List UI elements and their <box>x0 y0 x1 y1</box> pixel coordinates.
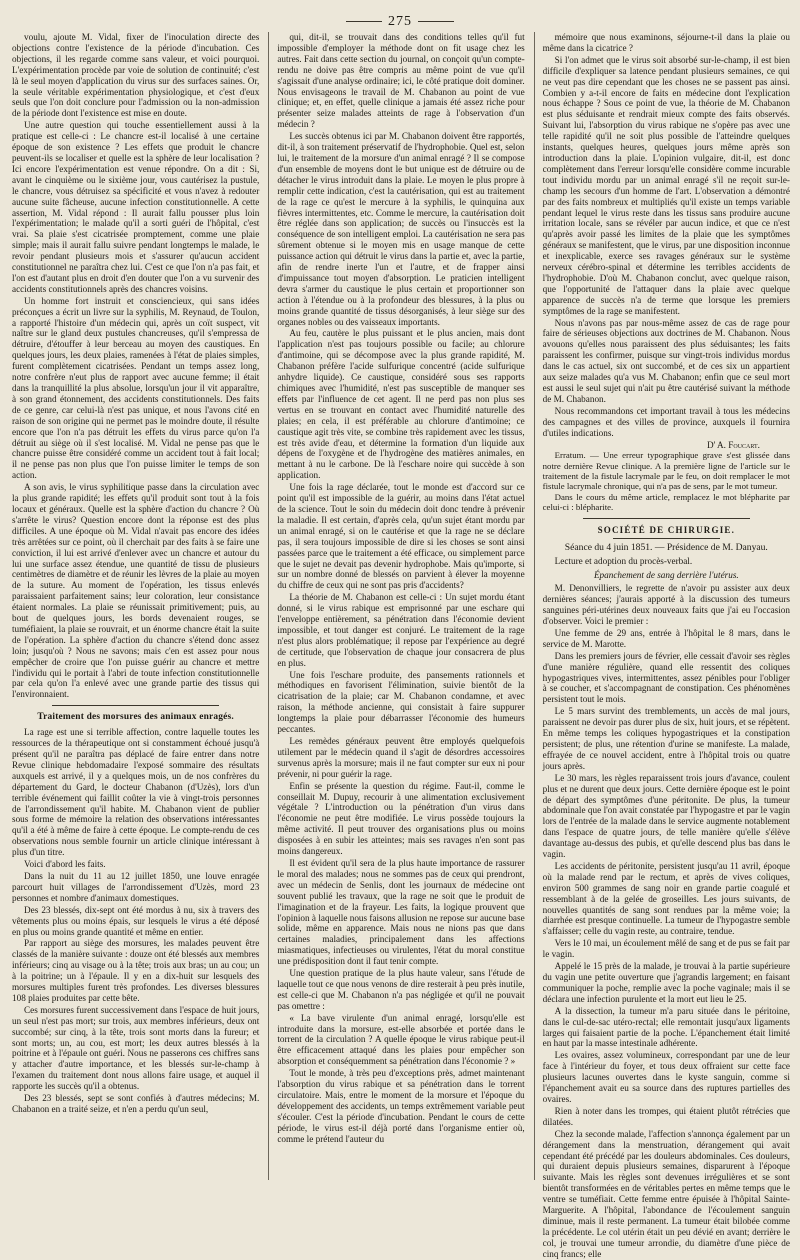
paragraph: Rien à noter dans les trompes, qui étaient plutôt rétrécies que dilatées. <box>542 1105 790 1127</box>
paragraph: Un homme fort instruit et consciencieux, qui sans idées préconçues a écrit un livre sur la syphilis, M. Reynaud, de Toulon, a rapporté l'histoire d'un médecin qui, après un coït suspect, vit naître sur le gland deux pustules chancreuses, qu'il s'empressa de détruire, d'étouffer à leur berceau au moyen des caustiques. En quelques jours, les deux plaies, ramenées à l'état de plaies simples, furent complètement cicatrisées. Pendant un temps assez long, notre confrère n'eut plus de rapport avec aucune femme; il était dans la tranquillité la plus absolue, lorsqu'un jour il vit apparaître, à son grand étonnement, des accidents constitutionnels. Des faits de ce genre, car celui-là n'est pas unique, et nous l'avons cité en raison de son origine qui ne permet pas le moindre doute, il résulte encore que l'on n'a pas détruit les effets du virus parce qu'on l'a détruit au siège où il s'est localisé. M. Vidal ne pense pas que le chancre puisse être considéré comme un accident tout à fait local; il ne pense pas non plus que l'on puisse limiter le temps de son action. <box>12 295 260 481</box>
paragraph: Voici d'abord les faits. <box>24 859 106 870</box>
paragraph: Le 30 mars, les règles reparaissent trois jours d'avance, coulent plus et ne durent que deux jours. Cette dernière époque est le point de départ des symptômes d'une péritonite. De plus, la tumeur abdominale que l'on avait constatée par l'hypogastre et par le vagin lors de l'entrée de la malade dans le service augmente notablement dans l'espace de quatre jours, de telle manière qu'elle s'élève davantage au-dessus des pubis, et qu'elle descend plus bas dans le vagin. <box>542 772 790 860</box>
paragraph: Les ovaires, assez volumineux, correspondant par une de leur face à l'intérieur du foyer, et tous deux offraient sur cette face plusieurs lacunes ouvertes dans le kyste sanguin, comme si l'épanchement avait eu sa source dans des ruptures partielles des ovaires. <box>542 1050 790 1104</box>
paragraph: « La bave virulente d'un animal enragé, lorsqu'elle est introduite dans la morsure, est-elle absorbée et portée dans le torrent de la circulation ? A quelle époque le virus rabique peut-il être efficacement attaqué dans les plaies pour empêcher son absorption et conséquemment sa pénétration dans l'économie ? » <box>277 1012 525 1067</box>
paragraph: Les succès obtenus ici par M. Chabanon doivent être rapportés, dit-il, à son traitement préservatif de l'hydrophobie. Quel est, selon lui, le traitement de la morsure d'un animal enragé ? Il se compose d'un ensemble de moyens dont le but unique est de détruire ou de détacher le virus introduit dans la plaie. Le moyen le plus propre à remplir cette indication, c'est la cautérisation, qui est au traitement de la rage ce qu'est le mercure à la syphilis, le quinquina aux fièvres intermittentes, etc. Comme le mercure, la cautérisation doit être réglée dans son application; de succès ou l'insuccès est la conséquence de son intelligent emploi. La cautérisation ne sera pas sûrement obtenue si le moyen mis en usage manque de cette puissance action qui détruit le virus dans la partie et, avec la partie, afin de rendre inerte l'un et l'autre, et de frapper ainsi d'impuissance tout moyen d'absorption. Le praticien intelligent devra s'armer du caustique le plus certain et proportionner son action à l'étendue ou à la profondeur des blessures, à la plus ou moins grande quantité de tissus désorganisés, à leur siège sur des organes nobles ou des vaisseaux importants. <box>277 131 525 327</box>
paragraph: Des 23 blessés, dix-sept ont été mordus à nu, six à travers des vêtements plus ou moins épais, sur lesquels le virus a été déposé en plus ou moins grande quantité et même en entier. <box>12 904 260 937</box>
paragraph: Des 23 blessés, sept se sont confiés à d'autres médecins; M. Chabanon en a traité seize, et n'en a perdu qu'un seul, <box>12 1093 260 1114</box>
column-right <box>534 32 790 1259</box>
paragraph: mémoire que nous examinons, séjourne-t-il dans la plaie ou même dans la cicatrice ? <box>542 32 790 53</box>
paragraph: Si l'on admet que le virus soit absorbé sur-le-champ, il est bien difficile d'expliquer sa latence pendant plusieurs semaines, ce qui ne veut pas dire cependant que les choses ne se passent pas ainsi. Combien y a-t-il encore de faits en médecine dont l'explication nous échappe ? Sous ce point de vue, la théorie de M. Chabanon est plus séduisante et rendrait mieux compte des faits observés. Suivant lui, l'absorption du virus rabique ne s'opère pas avec une telle rapidité qu'il ne soit plus possible de l'atteindre quelques instants, quelques heures, quelques jours même après son introduction dans la plaie. L'opinion vulgaire, dit-il, est donc complètement dans l'erreur lorsqu'elle considère comme incurable tout individu mordu par un animal enragé s'il ne reçoit sur-le-champ les secours d'un homme de l'art. L'observation a démontré par des faits nombreux et multipliés qu'il existe un temps variable pendant lequel le virus reste dans les tissus sans produire aucune irritation locale, sans se révéler par aucun indice, et que ce n'est qu'après avoir passé les limites de la plaie que les symptômes généraux se manifestent, que le virus, par une disposition inconnue et inexplicable, exerce ses ravages généraux sur le système nerveux cérébro-spinal et détermine les terribles accidents de l'hydrophobie. D'où M. Chabanon conclut, avec quelque raison, que l'opportunité de l'attaquer dans la plaie avec quelque apparence de succès n'a de terme que lorsque les premiers symptômes de la rage se manifestent. <box>542 54 790 316</box>
paragraph: Enfin se présente la question du régime. Faut-il, comme le conseillait M. Dupuy, recourir à une alimentation exclusivement végétale ? L'introduction ou la pénétration d'un virus dans l'économie ne peut être modifiée. Le virus possède toujours la même activité. Il peut trouver des organisations plus ou moins disposées à en subir les atteintes; mais ses ravages n'en sont pas moins dangereux. <box>277 780 525 857</box>
author-signature: D' A. Foucart. <box>706 439 760 450</box>
paragraph: La rage est une si terrible affection, contre laquelle toutes les ressources de la thérapeutique ont si constamment échoué jusqu'à présent qu'il ne paraîtra pas déplacé de faire entrer dans notre Revue clinique hebdomadaire l'exposé sommaire des résultats auxquels est arrivé, il y a quelques mois, un de nos confrères du département du Gard, le docteur Chabanon (d'Uzès), lors d'un terrible événement qui faillit coûter la vie à vingt-trois personnes de l'arrondissement qu'il habite. M. Chabanon vient de publier sous forme de mémoire la relation des observations intéressantes qu'il a été à même de faire à cette époque. Le compte-rendu de ces observations nous semble fournir un article clinique intéressant à plus d'un titre. <box>12 727 260 858</box>
paragraph: Tout le monde, à très peu d'exceptions près, admet maintenant l'absorption du virus rabique et sa pénétration dans le torrent circulatoire. Mais, entre le moment de la morsure et l'époque du développement des accidents, un temps extrêmement variable peut s'écouler. C'est la période d'incubation. Pendant le cours de cette période, le virus est-il déjà porté dans l'organisme entier où, comme le prétend l'auteur du <box>277 1068 525 1144</box>
erratum: Erratum. — Une erreur typographique grave s'est glissée dans notre dernière Revue clinique. A la première ligne de l'article sur le traitement de la fistule lacrymale par le feu, on doit remplacer le mot fistule lacrymale chronique, qui n'a pas de sens, par le mot tumeur. <box>542 450 790 492</box>
text-columns <box>12 32 790 1259</box>
section-title: Traitement des morsures des animaux enragés. <box>37 712 234 723</box>
paragraph: La théorie de M. Chabanon est celle-ci : Un sujet mordu étant donné, si le virus rabique est emprisonné par une eschare qui l'enveloppe entièrement, sa pénétration dans l'économie devient impossible, et tout danger est conjuré. Le traitement de la rage n'est plus alors problématique; il repose par l'expérience au degré de certitude, que l'observation de chaque jour consacrera de plus en plus. <box>277 592 525 668</box>
paragraph: Les remèdes généraux peuvent être employés quelquefois utilement par le médecin quand il s'agit de désordres accessoires survenus après la morsure; mais il ne faut compter sur eux ni pour prévenir, ni pour guérir la rage. <box>277 736 525 779</box>
paragraph: Une autre question qui touche essentiellement aussi à la pratique est celle-ci : Le chancre est-il localisé à une certaine époque de son existence ? Les effets que produit le chancre peuvent-ils se localiser et quelle est la sphère de leur localisation ? Ici encore l'expérimentation est venue répondre. On a dit : Si, avant le cinquième ou le sixième jour, vous cautérisez la pustule, le chancre, vous détruisez sa spécificité et vous n'avez à redouter aucune suite fâcheuse, aucune infection constitutionnelle. A cette assertion, M. Vidal répond : Il aurait fallu pousser plus loin l'expérimentation; le malade qu'il a sorti guéri de l'hôpital, c'est vrai. Sa plaie s'est cicatrisée promptement, comme une plaie simple; mais il aurait fallu suivre pendant longtemps le malade, le revoir pendant plusieurs mois et s'assurer qu'aucun accident constitutionnel ne paraîtra chez lui. C'est ce que l'on n'a pas fait, et l'on est d'autant plus en droit d'en douter que l'on a vu survenir des accidents constitutionnels après des chancres voisins. <box>12 120 260 294</box>
paragraph: Une fois la rage déclarée, tout le monde est d'accord sur ce point qu'il est impossible de la guérir, au moins dans l'état actuel de la science. Tout le soin du médecin doit donc tendre à prévenir la maladie. Il est certain, d'après cela, qu'un sujet étant mordu par un animal enragé, si on le cautérise et que la rage ne se déclare pas, il sera toujours impossible de dire si les choses se sont ainsi passées parce que le traitement a été efficace, ou simplement parce que le sujet ne devait pas devenir hydrophobe. Mais qu'importe, si sur un nombre donné de blessés on parvient à élever la moyenne du chiffre de ceux qui ne sont pas pris d'accidents? <box>277 482 525 591</box>
paragraph: Nous n'avons pas par nous-même assez de cas de rage pour faire de sérieuses objections aux doctrines de M. Chabanon. Nous avouons qu'elles nous paraissent des plus séduisantes; les faits paraissent les confirmer, puisque sur vingt-trois individus mordus dans le cas actuel, six ont succombé, et de ces six un appartient aux seize malades qu'a vus M. Chabanon; enfin que ce seul mort est aussi le seul sujet qui n'ait pu être cautérisé suivant la méthode de M. Chabanon. <box>542 317 790 404</box>
session-line: Séance du 4 juin 1851. — Présidence de M. Danyau. <box>564 541 768 553</box>
paragraph: Par rapport au siège des morsures, les malades peuvent être classés de la manière suivante : douze ont été blessés aux membres inférieurs; cinq au visage ou à la tête; trois aux bras; un au cou; un à la poitrine; un à l'épaule. Il y en a dix-huit sur lesquels des morsures multiples furent très profondes. Les diverses blessures 108 plaies produites par cette bête. <box>12 938 260 1003</box>
paragraph: A son avis, le virus syphilitique passe dans la circulation avec la plus grande rapidité; les effets qu'il produit sont tout à la fois locaux et généraux. Quelle est la sphère d'action du chancre ? Où s'arrête le virus? Question encore dont la réponse est des plus difficiles. A une époque où M. Vidal n'avait pas encore des idées très arrêtées sur ce point, où il cherchait par des faits à se faire une conviction, il lui est arrivé d'enlever avec un chancre et autour du lui une surface assez étendue, une quantité de tissu de plusieurs centimètres de diamètre et de réunir les lèvres de la plaie au moyen de la suture. Au moment de l'opération, les tissus enlevés paraissaient parfaitement sains; leur coloration, leur consistance étaient normales. La plaie se réunissait primitivement; puis, au bout de quelques jours, les bords devenaient rouges, se tuméfiaient, la plaie se rouvrait, et un énorme chancre était la suite de l'opération. La sphère d'action du chancre s'étend donc assez loin; jusqu'où ? Nous ne savons; mais c'en est assez pour nous empêcher de croire que l'on puisse guérir au chancre et mettre l'individu qui le portait à l'abri de toute infection constitutionnelle par cela qu'on l'a enlevé avec une grande partie des tissus qui l'environnaient. <box>12 482 260 700</box>
sub-heading: Épanchement de sang derrière l'utérus. <box>593 570 739 581</box>
paragraph: voulu, ajoute M. Vidal, fixer de l'inoculation directe des objections contre l'existence de la période d'incubation. Ces objections, il les regarde comme sans valeur, et voici pourquoi. L'expérimentation procède par voie de solution de continuité; c'est là le seul moyen d'application du virus sur des surfaces saines. Or, la seule véritable expérimentation physiologique, et c'est d'eux seuls que l'on doit conclure pour l'admission ou la non-admission de la période dont l'existence est mise en doute. <box>12 32 260 119</box>
column-left <box>12 32 259 1180</box>
paragraph: Le 5 mars survint des tremblements, un accès de mal jours, paraissent ne devoir pas durer plus de six, huit jours, et se répètent. En même temps les coliques hypogastriques et la constipation persistent; de plus, une rétention d'urine se manifeste. La malade, effrayée de ce nouvel accident, entre à l'hôpital trois ou quatre jours après. <box>542 706 790 771</box>
page-number: 275 <box>0 14 800 30</box>
paragraph: Chez la seconde malade, l'affection s'annonça également par un dérangement dans la menstruation, dérangement qui avait cependant été précédé par les douleurs abdominales. Ces douleurs, qui duraient depuis plusieurs semaines, disparurent à l'époque suivante. Mais les règles sont devenues irrégulières et se sont bientôt transformées en de véritables pertes en même temps que le ventre se tuméfiait. Cette femme entre épuisée à l'hôpital Sainte-Marguerite. A l'hôpital, l'abondance de l'écoulement sanguin diminue, mais il reste permanent. La tumeur était bilobée comme la précédente. Le col utérin était un peu dévié en avant; derrière le col, je trouvai une tumeur arrondie, du diamètre d'une pièce de cinq francs; elle <box>542 1128 790 1259</box>
paragraph: Dans les premiers jours de février, elle cessait d'avoir ses règles d'une manière régulière, quand elle ressentit des coliques hypogastriques vives, intermittentes, assez pénibles pour l'obliger à se coucher, et s'accompagnant de constipation. Ces phénomènes persistent tout le mois. <box>542 650 790 705</box>
paragraph: Une femme de 29 ans, entrée à l'hôpital le 8 mars, dans le service de M. Marotte. <box>542 627 790 649</box>
column-middle <box>268 32 524 1180</box>
paragraph: Appelé le 15 près de la malade, je trouvai à la partie supérieure du vagin une petite ouverture que j'agrandis largement; en faisant communiquer la poche, remplie avec la poche vaginale; mais il se déclara une infection purulente et la mort eut lieu le 25. <box>542 961 790 1004</box>
paragraph: Il est évident qu'il sera de la plus haute importance de rassurer le moral des malades; nous ne sommes pas de ceux qui prendront, avec un médecin de Senlis, dont les journaux de médecine ont souvent publié les travaux, que la rage ne soit que le produit de l'imagination et de la frayeur. Les faits, la logique prouvent que l'opinion à laquelle nous faisons allusion ne repose sur aucune base solide, même en apparence. Mais nous ne nions pas que dans certaines maladies, principalement dans les affections miasmatiques, infectieuses ou virulentes, l'état du moral constitue une prédisposition dont il faut tenir compte. <box>277 857 525 967</box>
society-divider <box>613 538 720 539</box>
paragraph: Vers le 10 mai, un écoulement mêlé de sang et de pus se fait par le vagin. <box>542 938 790 960</box>
minutes-line: Lecture et adoption du procès-verbal. <box>554 556 693 567</box>
section-divider <box>583 518 750 519</box>
paragraph: A la dissection, la tumeur m'a paru située dans le péritoine, dans le cul-de-sac utéro-rectal; elle remontait jusqu'aux ligaments larges qui faisaient partie de la poche. L'épanchement était limité en haut par la masse intestinale adhérente. <box>542 1005 790 1049</box>
paragraph: Ces morsures furent successivement dans l'espace de huit jours, un seul n'est pas mort; sur trois, aux membres inférieurs, deux ont succombé; sur cinq, à la tête, trois sont morts dans la fureur; et sont morts; un, au cou, est mort; les deux autres blessés à la poitrine et à l'épaule ont guéri. Nous ne passerons ces chiffres sans y attacher d'autre importance, et les blessés sur-le-champ à l'examen du traitement dont nous allons faire usage, et auquel il rapporte les succès qu'il a obtenus. <box>12 1004 260 1092</box>
erratum-note: Dans le cours du même article, remplacez le mot blépharite par celui-ci : blépharite. <box>542 492 790 513</box>
paragraph: Au feu, cautère le plus puissant et le plus ancien, mais dont l'application n'est pas toujours possible ou facile; au chlorure d'antimoine, qui se décompose avec la plus grande rapidité, M. Chabanon préfère l'acide sulfurique concentré (acide sulfurique anhydre liquide). Ce caustique, considéré sous ses rapports chimiques avec l'humidité, n'est pas susceptible de manquer ses effets par l'influence de cet agent. Il ne perd pas non plus ses vertus en se trouvant en contact avec l'humidité naturelle des plaies; en cela, il est préférable au chlorure d'antimoine; ce caustique agit très vite, se combine très rapidement avec les tissus, est très avide d'eau, et détermine la formation d'un liquide aux dépens de l'oxygène et de l'hydrogène des matières animales, en mettant à nu le carbone. De là l'eschare noire qui succède à son application. <box>277 328 525 481</box>
paragraph: qui, dit-il, se trouvait dans des conditions telles qu'il fut impossible d'employer la méthode dont on fit usage chez les autres. Fait dans cette section du journal, on conçoit qu'un compte-rendu ne doive pas être compris au même point de vue qu'il s'agissait d'une analyse ordinaire; ici, le côté pratique doit dominer. Nous envisageons le travail de M. Chabanon au point de vue clinique; et, en effet, quelle clinique a jamais été assez riche pour présenter seize malades atteints de rage à l'observation d'un médecin ? <box>277 32 525 130</box>
section-divider <box>52 705 219 706</box>
society-heading: SOCIÉTÉ DE CHIRURGIE. <box>597 524 736 535</box>
paragraph: Les accidents de péritonite, persistent jusqu'au 11 avril, époque où la malade rend par le rectum, et après de vives coliques, environ 500 grammes de sang noir en grande partie coagulé et ressemblant à de la gelée de groseilles. Les jours suivants, de nouvelles quantités de sang sont rendues par la même voie; la diarrhée est presque continuelle. La tumeur de l'hypogastre semble s'affaisser; celle du vagin reste, au contraire, tendue. <box>542 860 790 937</box>
paragraph: Une fois l'eschare produite, des pansements rationnels et méthodiques en favorisent l'élimination, suivie bientôt de la cicatrisation de la plaie; car M. Chabanon condamne, et avec raison, la méthode ancienne, qui consistait à faire suppurer longtemps la plaie pour débarrasser l'économie des humeurs peccantes. <box>277 669 525 735</box>
paragraph: M. Denonvilliers, le regrette de n'avoir pu assister aux deux dernières séances; j'aurais apporté à la discussion des tumeurs sanguines péri-utérines deux nouveaux faits que j'ai eu l'occasion d'observer. Voici le premier : <box>542 583 790 626</box>
paragraph: Dans la nuit du 11 au 12 juillet 1850, une louve enragée parcourt huit villages de l'arrondissement d'Uzès, mord 23 personnes et nombre d'animaux domestiques. <box>12 870 260 903</box>
paragraph: Nous recommandons cet important travail à tous les médecins des campagnes et des villes de province, auxquels il fournira d'utiles indications. <box>542 405 790 438</box>
paragraph: Une question pratique de la plus haute valeur, sans l'étude de laquelle tout ce que nous venons de dire resterait à peu près inutile, est celle-ci que M. Chabanon n'a pas négligée et qu'il ne pouvait pas omettre : <box>277 968 525 1011</box>
